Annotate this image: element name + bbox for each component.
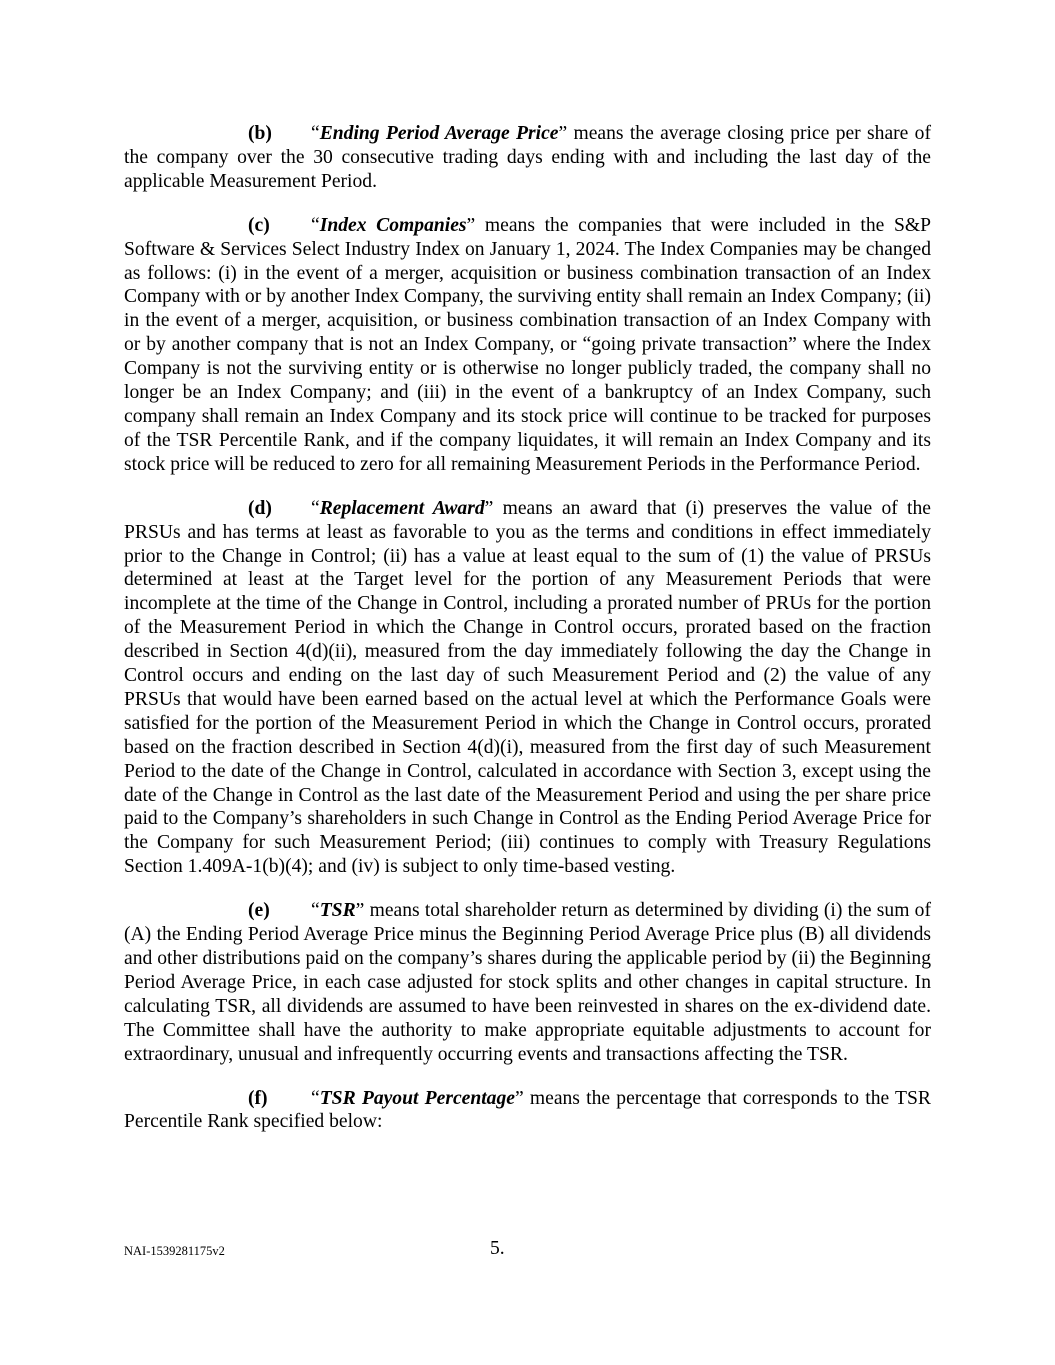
clause-number: (f) [248,1087,268,1109]
clause-text: means the percentage that corresponds to the TSR Percentile Rank specified below: [124,1087,931,1133]
clause-f: (f) “TSR Payout Percentage” means the percentage that corresponds to the TSR Percentile Rank specified below: [124,1087,931,1133]
document-id: NAI-1539281175v2 [124,1244,225,1258]
clause-text: means the companies that were included in the S&P Software & Services Select Industry Index on January 1, 2024. The Index Companies may be changed as follows: (i) in the event of a merger, acquisition or business combination transaction of an Index Company with or by another Index Company, the surviving entity shall remain an Index Company; (ii) in the event of a merger, acquisition, or business combination transaction of an Index Company with or by another company that is not an Index Company, or “going private transaction” where the Index Company is not the surviving entity or is otherwise no longer publicly traded, the company shall no longer be an Index Company; and (iii) in the event of a bankruptcy of an Index Company, such company shall remain an Index Company and its stock price will continue to be tracked for purposes of the TSR Percentile Rank, and if the company liquidates, it will remain an Index Company and its stock price will be reduced to zero for all remaining Measurement Periods in the Performance Period. [124,214,931,475]
defined-term: Replacement Award [319,497,485,519]
clause-text: means total shareholder return as determined by dividing (i) the sum of (A) the Ending Period Average Price minus the Beginning Period Average Price plus (B) all dividends and other distributions paid on the company’s shares during the applicable period by (ii) the Beginning Period Average Price, in each case adjusted for stock splits and other changes in capital structure. In calculating TSR, all dividends are assumed to have been reinvested in shares on the ex-dividend date. The Committee shall have the authority to make appropriate equitable adjustments to account for extraordinary, unusual and infrequently occurring events and transactions affecting the TSR. [124,900,931,1065]
clause-number: (d) [248,497,272,519]
clause-c: (c) “Index Companies” means the companies that were included in the S&P Software & Services Select Industry Index on January 1, 2024. The Index Companies may be changed as follows: (i) in the event of a merger, acquisition or business combination transaction of an Index Company with or by another Index Company, the surviving entity shall remain an Index Company; (ii) in the event of a merger, acquisition, or business combination transaction of an Index Company with or by another company that is not an Index Company, or “going private transaction” where the Index Company is not the surviving entity or is otherwise no longer publicly traded, the company shall no longer be an Index Company; and (iii) in the event of a bankruptcy of an Index Company, such company shall remain an Index Company and its stock price will continue to be tracked for purposes of the TSR Percentile Rank, and if the company liquidates, it will remain an Index Company and its stock price will be reduced to zero for all remaining Measurement Periods in the Performance Period. [124,214,931,475]
defined-term: TSR Payout Percentage [319,1087,515,1109]
clause-number: (e) [248,900,270,922]
clause-d: (d) “Replacement Award” means an award that (i) preserves the value of the PRSUs and has terms at least as favorable to you as the terms and conditions in effect immediately prior to the Change in Control; (ii) has a value at least equal to the sum of (1) the value of PRSUs determined at least at the Target level for the portion of any Measurement Periods that were incomplete at the time of the Change in Control, including a prorated number of PRUs for the portion of the Measurement Period in which the Change in Control occurs, prorated based on the fraction described in Section 4(d)(ii), measured from the day immediately following the day the Change in Control occurs and ending on the last day of such Measurement Period and (2) the value of any PRSUs that would have been earned based on the actual level at which the Performance Goals were satisfied for the portion of the Measurement Period in which the Change in Control occurs, prorated based on the fraction described in Section 4(d)(i), measured from the first day of such Measurement Period to the date of the Change in Control, calculated in accordance with Section 3, except using the date of the Change in Control as the last date of the Measurement Period and using the per share price paid to the Company’s shareholders in such Change in Control as the Ending Period Average Price for the Company for such Measurement Period; (iii) continues to comply with Treasury Regulations Section 1.409A-1(b)(4); and (iv) is subject to only time-based vesting. [124,497,931,878]
page-number: 5. [490,1238,505,1259]
defined-term: Index Companies [319,214,467,236]
page-footer [124,1238,931,1262]
clause-b: (b) “Ending Period Average Price” means the average closing price per share of the company over the 30 consecutive trading days ending with and including the last day of the applicable Measurement Period. [124,123,931,192]
clause-number: (b) [248,123,272,144]
clause-number: (c) [248,214,270,236]
defined-term: Ending Period Average Price [319,123,559,144]
clause-list [124,122,931,1154]
defined-term: TSR [319,900,356,922]
clause-text: means the average closing price per share of the company over the 30 consecutive trading days ending with and including the last day of the applicable Measurement Period. [124,123,931,192]
clause-text: means an award that (i) preserves the value of the PRSUs and has terms at least as favorable to you as the terms and conditions in effect immediately prior to the Change in Control; (ii) has a value at least equal to the sum of (1) the value of PRSUs determined at least at the Target level for the portion of any Measurement Periods that were incomplete at the time of the Change in Control, including a prorated number of PRUs for the portion of the Measurement Period in which the Change in Control occurs, prorated based on the fraction described in Section 4(d)(ii), measured from the day immediately following the day the Change in Control occurs and ending on the last day of such Measurement Period and (2) the value of any PRSUs that would have been earned based on the actual level at which the Performance Goals were satisfied for the portion of the Measurement Period in which the Change in Control occurs, prorated based on the fraction described in Section 4(d)(i), measured from the first day of such Measurement Period to the date of the Change in Control, calculated in accordance with Section 3, except using the date of the Change in Control as the last date of the Measurement Period and using the per share price paid to the Company’s shareholders in such Change in Control as the Ending Period Average Price for the Company for such Measurement Period; (iii) continues to comply with Treasury Regulations Section 1.409A-1(b)(4); and (iv) is subject to only time-based vesting. [124,497,931,878]
clause-e: (e) “TSR” means total shareholder return as determined by dividing (i) the sum of (A) the Ending Period Average Price minus the Beginning Period Average Price plus (B) all dividends and other distributions paid on the company’s shares during the applicable period by (ii) the Beginning Period Average Price, in each case adjusted for stock splits and other changes in capital structure. In calculating TSR, all dividends are assumed to have been reinvested in shares on the ex-dividend date. The Committee shall have the authority to make appropriate equitable adjustments to account for extraordinary, unusual and infrequently occurring events and transactions affecting the TSR. [124,900,931,1065]
